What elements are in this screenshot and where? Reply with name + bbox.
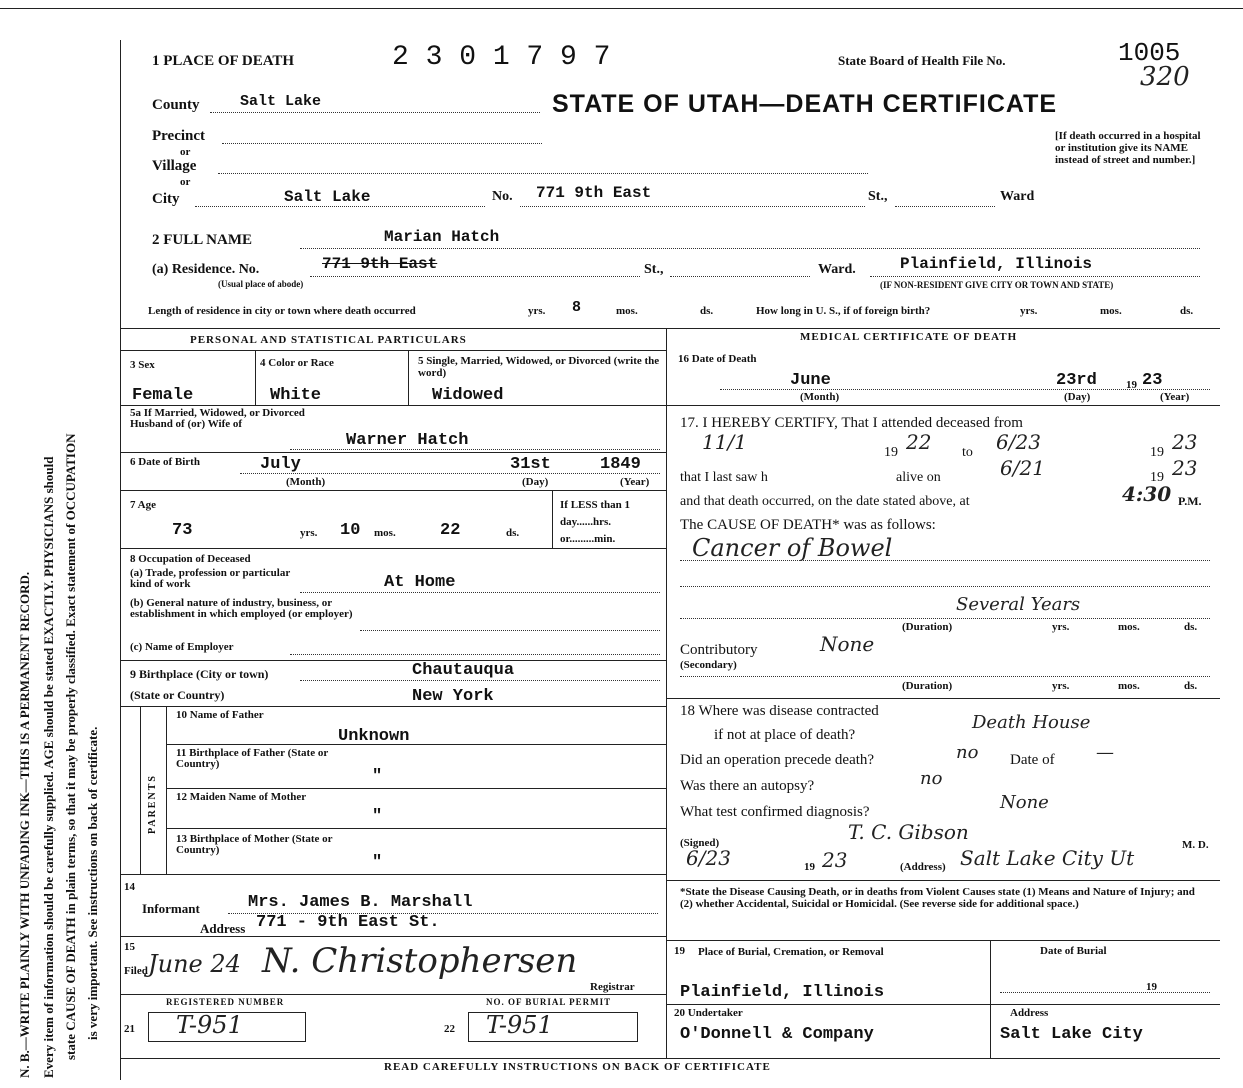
file-no-alt: 320 bbox=[1140, 62, 1190, 92]
residence-label: (a) Residence. No. bbox=[152, 262, 260, 277]
section-rule bbox=[120, 328, 1220, 329]
filed-number: 15 bbox=[124, 941, 135, 953]
burial-place: Plainfield, Illinois bbox=[680, 983, 885, 1002]
sex-label: 3 Sex bbox=[130, 359, 155, 371]
burial-permit-prefix: 22 bbox=[444, 1023, 455, 1035]
margin-note-line-2: Every item of information should be carefully supplied. AGE should be stated EXACTLY. PHYSICIANS should bbox=[41, 456, 56, 1078]
undertaker-address-label: Address bbox=[1010, 1007, 1049, 1019]
dob-day: 31st bbox=[510, 455, 551, 474]
sex-divider bbox=[255, 350, 256, 405]
duration-yrs-label-2: yrs. bbox=[1052, 680, 1070, 692]
us-length-label: How long in U. S., if of foreign birth? bbox=[756, 305, 931, 317]
occupation-label: 8 Occupation of Deceased bbox=[130, 553, 251, 565]
county-line bbox=[210, 112, 540, 113]
place-of-death-label: 1 PLACE OF DEATH bbox=[152, 53, 295, 69]
dob-label: 6 Date of Birth bbox=[130, 456, 200, 468]
death-year-prefix: 19 bbox=[1126, 379, 1137, 391]
secondary-label: (Secondary) bbox=[680, 659, 737, 671]
death-year: 23 bbox=[1142, 371, 1163, 390]
certificate-title: STATE OF UTAH—DEATH CERTIFICATE bbox=[552, 90, 1058, 118]
residence-st-label: St., bbox=[644, 262, 664, 277]
filed-label: Filed bbox=[124, 965, 148, 977]
death-day-label: (Day) bbox=[1064, 391, 1091, 403]
full-name-label: 2 FULL NAME bbox=[152, 232, 253, 248]
undertaker-value: O'Donnell & Company bbox=[680, 1025, 874, 1044]
q18b-label: if not at place of death? bbox=[714, 727, 856, 743]
cause-label: The CAUSE OF DEATH* was as follows: bbox=[680, 517, 936, 533]
stamp-number: 2 3 0 1 7 9 7 bbox=[392, 42, 611, 73]
spouse-line bbox=[290, 449, 660, 450]
personal-heading-rule bbox=[120, 350, 666, 351]
county-value: Salt Lake bbox=[240, 93, 322, 110]
medical-rule-5 bbox=[666, 1004, 1220, 1005]
cause-line-1 bbox=[680, 560, 1210, 561]
row-rule-6 bbox=[120, 706, 666, 707]
occupation-c-label: (c) Name of Employer bbox=[130, 641, 234, 653]
parents-right-rule bbox=[166, 706, 167, 874]
signed-date: 6/23 bbox=[686, 846, 731, 870]
duration-label-2: (Duration) bbox=[902, 680, 953, 692]
color-divider bbox=[408, 350, 409, 405]
nonresident-value: Plainfield, Illinois bbox=[900, 255, 1093, 273]
cause-line-2 bbox=[680, 586, 1210, 587]
undertaker-address: Salt Lake City bbox=[1000, 1025, 1143, 1044]
age-yrs-label: yrs. bbox=[300, 527, 318, 539]
death-year-label: (Year) bbox=[1160, 391, 1190, 403]
full-name-value: Marian Hatch bbox=[384, 228, 500, 246]
md-label: M. D. bbox=[1182, 839, 1209, 851]
operation-date: — bbox=[1096, 742, 1114, 763]
less-than-label: If LESS than 1 day......hrs. or.........min. bbox=[560, 499, 631, 545]
dob-line bbox=[240, 473, 660, 474]
autopsy-answer: no bbox=[920, 768, 943, 789]
precinct-label: Precinct bbox=[152, 128, 206, 144]
duration-mos-label-1: mos. bbox=[1118, 621, 1140, 633]
dob-day-label: (Day) bbox=[522, 476, 549, 488]
margin-note-line-3: state CAUSE OF DEATH in plain terms, so that it may be properly classified. Exact statement of OCCUPATION bbox=[63, 433, 78, 1060]
row-rule-2 bbox=[120, 452, 666, 453]
undertaker-label: 20 Undertaker bbox=[674, 1007, 743, 1019]
registrar-label: Registrar bbox=[590, 981, 635, 993]
q18-answer: Death House bbox=[972, 712, 1091, 733]
full-name-line bbox=[300, 248, 1200, 249]
registered-number: T-951 bbox=[176, 1011, 243, 1039]
age-divider bbox=[552, 490, 553, 548]
contributory-label: Contributory bbox=[680, 642, 758, 658]
hospital-note: [If death occurred in a hospital or institution give its NAME instead of street and number.] bbox=[1055, 130, 1201, 166]
us-ds-label: ds. bbox=[1180, 305, 1194, 317]
death-month: June bbox=[790, 371, 831, 390]
age-mos-label: mos. bbox=[374, 527, 396, 539]
dob-year: 1849 bbox=[600, 455, 641, 474]
length-mos-label: mos. bbox=[616, 305, 638, 317]
ward-label: Ward bbox=[1000, 189, 1035, 204]
address-label: (Address) bbox=[900, 861, 946, 873]
father-label: 10 Name of Father bbox=[176, 709, 264, 721]
street-value: 771 9th East bbox=[536, 184, 652, 202]
registered-number-label: REGISTERED NUMBER bbox=[166, 997, 285, 1007]
informant-value: Mrs. James B. Marshall bbox=[248, 893, 473, 912]
color-label: 4 Color or Race bbox=[260, 357, 334, 369]
occupation-a-label: (a) Trade, profession or particular kind of work bbox=[130, 567, 291, 590]
death-time-meridiem: P.M. bbox=[1178, 494, 1202, 508]
or-1: or bbox=[180, 146, 191, 158]
residence-ward-label: Ward. bbox=[818, 262, 856, 277]
test-answer: None bbox=[1000, 792, 1049, 813]
signed-label: (Signed) bbox=[680, 837, 720, 849]
from-year: 22 bbox=[906, 430, 932, 454]
length-residence-label: Length of residence in city or town where death occurred bbox=[148, 305, 416, 317]
row-rule-3 bbox=[120, 490, 666, 491]
nonresident-note: (IF NON-RESIDENT GIVE CITY OR TOWN AND STATE) bbox=[880, 280, 1114, 290]
informant-number: 14 bbox=[124, 881, 135, 893]
dob-month-label: (Month) bbox=[286, 476, 326, 488]
to-year: 23 bbox=[1172, 430, 1198, 454]
city-value: Salt Lake bbox=[284, 188, 371, 206]
operation-date-label: Date of bbox=[1010, 752, 1055, 768]
row-rule-7 bbox=[120, 874, 666, 875]
precinct-line bbox=[222, 143, 542, 144]
certify-text: 17. I HEREBY CERTIFY, That I attended deceased from bbox=[680, 415, 1023, 431]
death-time: 4:30 bbox=[1122, 482, 1172, 506]
duration-line-1 bbox=[680, 618, 1210, 619]
file-no: 1005 bbox=[1118, 38, 1181, 68]
or-2: or bbox=[180, 176, 191, 188]
physician-address: Salt Lake City Ut bbox=[960, 846, 1135, 870]
duration-ds-label-2: ds. bbox=[1184, 680, 1198, 692]
street-line bbox=[520, 206, 865, 207]
burial-number: 19 bbox=[674, 945, 685, 957]
signed-year-prefix: 19 bbox=[804, 861, 815, 873]
us-mos-label: mos. bbox=[1100, 305, 1122, 317]
nonresident-line bbox=[870, 276, 1200, 277]
row-rule-8 bbox=[120, 936, 666, 937]
burial-date-label: Date of Burial bbox=[1040, 945, 1107, 957]
parents-rule-2 bbox=[166, 788, 666, 789]
death-day: 23rd bbox=[1056, 371, 1097, 390]
autopsy-label: Was there an autopsy? bbox=[680, 778, 815, 794]
personal-heading: PERSONAL AND STATISTICAL PARTICULARS bbox=[190, 334, 467, 346]
duration-ds-label-1: ds. bbox=[1184, 621, 1198, 633]
age-label: 7 Age bbox=[130, 499, 156, 511]
dob-year-label: (Year) bbox=[620, 476, 650, 488]
filed-date: June 24 bbox=[148, 950, 241, 978]
burial-divider bbox=[990, 940, 991, 1058]
registrar-signature: N. Christophersen bbox=[262, 941, 578, 981]
duration-yrs-label-1: yrs. bbox=[1052, 621, 1070, 633]
informant-address-label: Address bbox=[200, 921, 246, 936]
burial-year-prefix: 19 bbox=[1146, 981, 1157, 993]
city-label: City bbox=[152, 191, 180, 207]
us-yrs-label: yrs. bbox=[1020, 305, 1038, 317]
street-no-label: No. bbox=[492, 189, 513, 204]
occupation-a-line bbox=[300, 592, 660, 593]
row-rule-9 bbox=[120, 994, 666, 995]
attended-to-date: 6/23 bbox=[996, 430, 1041, 454]
file-no-label: State Board of Health File No. bbox=[838, 53, 1006, 68]
registered-number-prefix: 21 bbox=[124, 1023, 135, 1035]
birthplace-city-line bbox=[300, 680, 660, 681]
alive-date: 6/21 bbox=[1000, 456, 1045, 480]
residence-sub: (Usual place of abode) bbox=[218, 279, 304, 289]
date-of-death-label: 16 Date of Death bbox=[678, 353, 757, 365]
village-label: Village bbox=[152, 158, 197, 174]
dob-month: July bbox=[260, 455, 301, 474]
medical-rule-3 bbox=[666, 880, 1220, 881]
operation-answer: no bbox=[956, 742, 979, 763]
father-birthplace-value: " bbox=[372, 767, 383, 786]
parents-rule-1 bbox=[166, 744, 666, 745]
left-border bbox=[120, 40, 121, 1080]
top-border bbox=[0, 8, 1243, 9]
parents-label: PARENTS bbox=[147, 774, 158, 834]
age-ds-label: ds. bbox=[506, 527, 520, 539]
marital-label: 5 Single, Married, Widowed, or Divorced (write the word) bbox=[418, 355, 660, 379]
contributory-value: None bbox=[820, 632, 875, 656]
death-month-label: (Month) bbox=[800, 391, 840, 403]
mother-birthplace-label: 13 Birthplace of Mother (State or Country) bbox=[176, 833, 333, 856]
birthplace-label: 9 Birthplace (City or town) bbox=[130, 667, 269, 681]
medical-rule-2 bbox=[666, 698, 1220, 699]
cause-footnote: *State the Disease Causing Death, or in deaths from Violent Causes state (1) Means and Nature of Injury; and (2) whether Accidental, Suicidal or Homicidal. (See reverse side for additional space.) bbox=[680, 886, 1195, 910]
burial-date-line bbox=[1000, 992, 1210, 993]
burial-permit-number: T-951 bbox=[486, 1011, 553, 1039]
center-divider bbox=[666, 328, 667, 1058]
q18-label: 18 Where was disease contracted bbox=[680, 703, 879, 719]
spouse-label: 5a If Married, Widowed, or Divorced Husband of (or) Wife of bbox=[130, 407, 305, 430]
length-ds-label: ds. bbox=[700, 305, 714, 317]
test-label: What test confirmed diagnosis? bbox=[680, 804, 870, 820]
last-saw-label: that I last saw h bbox=[680, 470, 768, 485]
father-value: Unknown bbox=[338, 727, 410, 746]
parents-left-rule bbox=[140, 706, 141, 874]
contributory-line bbox=[680, 676, 1210, 677]
occupation-c-line bbox=[290, 654, 660, 655]
alive-year: 23 bbox=[1172, 456, 1198, 480]
mother-birthplace-value: " bbox=[372, 853, 383, 872]
alive-on-label: alive on bbox=[896, 470, 941, 485]
row-rule-1 bbox=[120, 405, 666, 406]
bottom-border bbox=[120, 1058, 1220, 1059]
marital-value: Widowed bbox=[432, 386, 504, 405]
burial-permit-label: NO. OF BURIAL PERMIT bbox=[486, 997, 612, 1007]
occupation-a-value: At Home bbox=[384, 573, 456, 592]
age-years: 73 bbox=[172, 521, 193, 540]
duration-mos-label-2: mos. bbox=[1118, 680, 1140, 692]
from-year-prefix: 19 bbox=[884, 445, 898, 460]
occupation-b-line bbox=[360, 630, 660, 631]
burial-label: Place of Burial, Cremation, or Removal bbox=[698, 946, 884, 958]
cause-value: Cancer of Bowel bbox=[692, 534, 893, 562]
occurred-label: and that death occurred, on the date stated above, at bbox=[680, 494, 970, 509]
length-yrs-label: yrs. bbox=[528, 305, 546, 317]
operation-label: Did an operation precede death? bbox=[680, 752, 875, 768]
attended-from-date: 11/1 bbox=[702, 430, 747, 454]
color-value: White bbox=[270, 386, 322, 405]
informant-address: 771 - 9th East St. bbox=[256, 913, 440, 932]
st-label: St., bbox=[868, 189, 888, 204]
length-months: 8 bbox=[572, 299, 582, 316]
birthplace-state: New York bbox=[412, 687, 494, 706]
occupation-b-label: (b) General nature of industry, business, or establishment in which employed (or employer) bbox=[130, 597, 353, 620]
row-rule-4 bbox=[120, 548, 666, 549]
age-days: 22 bbox=[440, 521, 461, 540]
ward-line bbox=[895, 206, 995, 207]
village-line bbox=[218, 173, 868, 174]
county-label: County bbox=[152, 97, 200, 113]
duration-handwritten: Several Years bbox=[956, 594, 1081, 615]
death-date-line bbox=[720, 389, 1210, 390]
medical-heading: MEDICAL CERTIFICATE OF DEATH bbox=[800, 331, 1018, 343]
residence-ward-line bbox=[670, 276, 810, 277]
medical-rule-4 bbox=[666, 940, 1220, 941]
city-line bbox=[195, 206, 485, 207]
mother-name-value: " bbox=[372, 807, 383, 826]
footer-instructions: READ CAREFULLY INSTRUCTIONS ON BACK OF CERTIFICATE bbox=[384, 1061, 771, 1073]
to-year-prefix: 19 bbox=[1150, 445, 1164, 460]
mother-name-label: 12 Maiden Name of Mother bbox=[176, 791, 307, 803]
signed-year: 23 bbox=[822, 848, 848, 872]
alive-year-prefix: 19 bbox=[1150, 470, 1164, 485]
medical-rule-1 bbox=[666, 405, 1220, 406]
residence-line bbox=[310, 276, 640, 277]
row-rule-5 bbox=[120, 660, 666, 661]
margin-note-line-1: N. B.—WRITE PLAINLY WITH UNFADING INK—THIS IS A PERMANENT RECORD. bbox=[17, 571, 32, 1078]
to-label: to bbox=[962, 445, 973, 460]
birthplace-city: Chautauqua bbox=[412, 661, 515, 680]
residence-value: 771 9th East bbox=[322, 255, 438, 273]
parents-rule-3 bbox=[166, 828, 666, 829]
birthplace-state-label: (State or Country) bbox=[130, 688, 225, 702]
spouse-value: Warner Hatch bbox=[346, 431, 469, 450]
physician-signature: T. C. Gibson bbox=[848, 820, 969, 844]
informant-label: Informant bbox=[142, 901, 200, 916]
sex-value: Female bbox=[132, 386, 194, 405]
father-birthplace-label: 11 Birthplace of Father (State or Country) bbox=[176, 747, 329, 770]
duration-label-1: (Duration) bbox=[902, 621, 953, 633]
age-months: 10 bbox=[340, 521, 361, 540]
margin-note-line-4: is very important. See instructions on back of certificate. bbox=[85, 726, 100, 1040]
